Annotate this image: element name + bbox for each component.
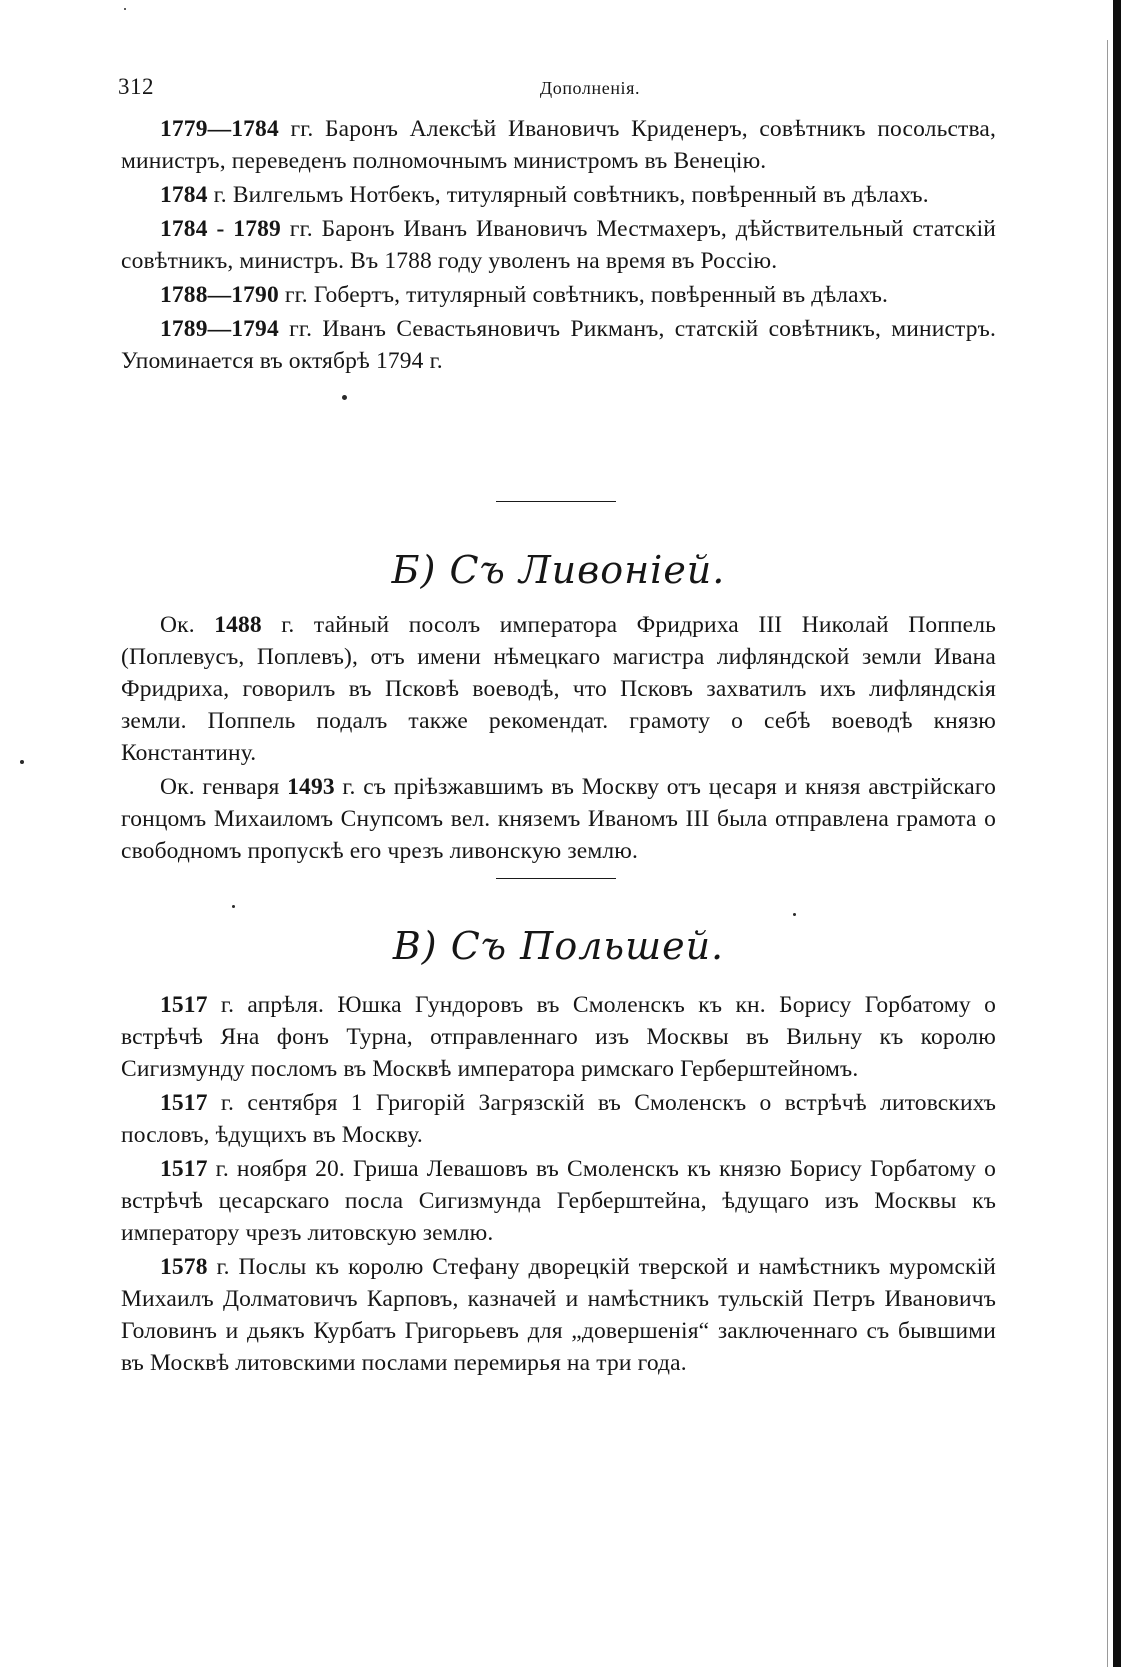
scan-speck <box>793 913 796 916</box>
entry: 1784 - 1789 гг. Баронъ Иванъ Ивановичъ Местмахеръ, дѣйствительный статскій совѣтникъ, министръ. Въ 1788 году уволенъ на время въ Россію. <box>121 216 996 274</box>
page-number: 312 <box>118 74 154 99</box>
section-title-livonia: Б) Съ Ливоніей. <box>391 548 726 592</box>
scan-speck <box>232 905 235 908</box>
entry: 1517 г. апрѣля. Юшка Гундоровъ въ Смоленскъ къ кн. Борису Горбатому о встрѣчѣ Яна фонъ Турна, отправленнаго изъ Москвы въ Вильну къ королю Сигизмунду посломъ въ Москвѣ императора римскаго Герберштейномъ. <box>121 992 996 1082</box>
entry: 1789—1794 гг. Иванъ Севастьяновичъ Рикманъ, статскій совѣтникъ, министръ. Упоминается въ октябрѣ 1794 г. <box>121 316 996 374</box>
page-edge-line <box>1107 40 1108 1667</box>
entry: 1517 г. сентября 1 Григорій Загрязскій въ Смоленскъ о встрѣчѣ литовскихъ пословъ, ѣдущихъ въ Москву. <box>121 1090 996 1148</box>
section-title-poland: В) Съ Польшей. <box>392 924 725 968</box>
scan-speck <box>124 8 126 10</box>
entry: 1517 г. ноября 20. Гриша Левашовъ въ Смоленскъ къ князю Борису Горбатому о встрѣчѣ цесарскаго посла Сигизмунда Герберштейна, ѣдущаго изъ Москвы къ императору чрезъ литовскую землю. <box>121 1156 996 1246</box>
scan-speck <box>20 760 24 764</box>
entry: Ок. генваря 1493 г. съ пріѣзжавшимъ въ Москву отъ цесаря и князя австрійскаго гонцомъ Михаиломъ Снупсомъ вел. княземъ Иваномъ III была отправлена грамота о свободномъ пропускѣ его чрезъ ливонскую землю. <box>121 774 996 864</box>
section-b-entries <box>121 609 996 869</box>
section-c-entries <box>121 989 996 1381</box>
section-divider <box>496 878 616 879</box>
section-a-entries <box>121 113 996 379</box>
entry: 1788—1790 гг. Гобертъ, титулярный совѣтникъ, повѣренный въ дѣлахъ. <box>160 282 889 308</box>
section-divider <box>496 501 616 502</box>
scan-speck <box>342 395 347 400</box>
entry: 1784 г. Вилгельмъ Нотбекъ, титулярный совѣтникъ, повѣренный въ дѣлахъ. <box>160 182 929 208</box>
entry: 1578 г. Послы къ королю Стефану дворецкій тверской и намѣстникъ муромскій Михаилъ Долматовичъ Карповъ, казначей и намѣстникъ тульскій Петръ Ивановичъ Головинъ и дьякъ Курбатъ Григорьевъ для „довершенія“ заключеннаго съ бывшими въ Москвѣ литовскими послами перемирья на три года. <box>121 1254 996 1376</box>
entry: 1779—1784 гг. Баронъ Алексѣй Ивановичъ Криденеръ, совѣтникъ посольства, министръ, переведенъ полномочнымъ министромъ въ Венецію. <box>121 116 996 174</box>
entry: Ок. 1488 г. тайный посолъ императора Фридриха III Николай Поппель (Поплевусъ, Поплевъ), отъ имени нѣмецкаго магистра лифляндской земли Ивана Фридриха, говорилъ въ Псковѣ воеводѣ, что Псковъ захватилъ ихъ лифляндскія земли. Поппель подалъ также рекомендат. грамоту о себѣ воеводѣ князю Константину. <box>121 612 996 766</box>
page-edge-bar <box>1113 0 1121 1667</box>
running-title: Дополненія. <box>539 78 641 98</box>
